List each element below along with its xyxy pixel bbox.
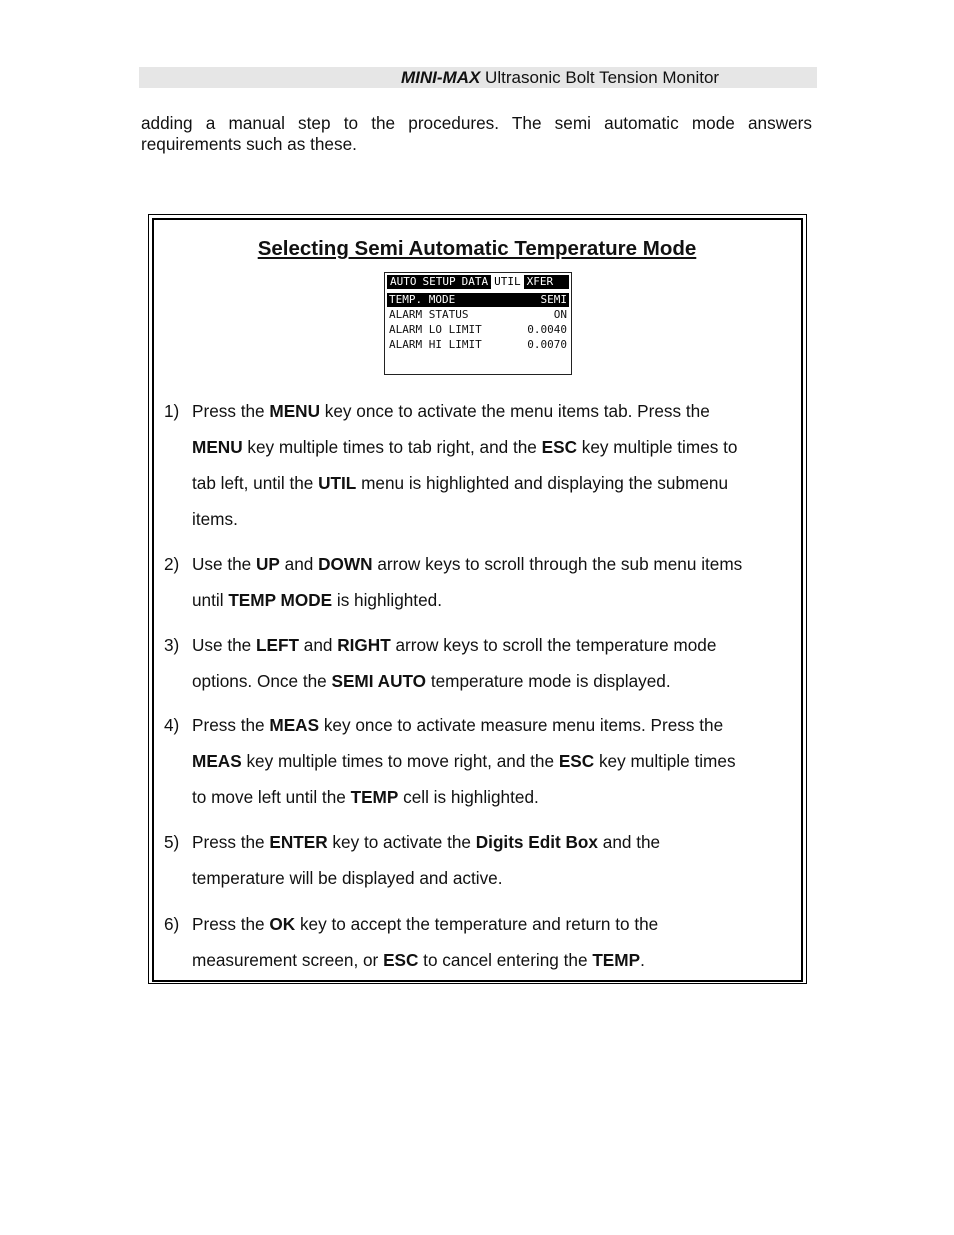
step-text <box>192 627 797 699</box>
step-text-segment: Press the <box>192 401 270 421</box>
step-text-segment: to cancel entering the <box>418 950 593 970</box>
step-line <box>192 393 797 429</box>
step-text-segment: menu is highlighted and displaying the submenu <box>356 473 729 493</box>
step-line <box>192 465 797 501</box>
lcd-tab-bar <box>387 275 569 289</box>
header-title: Ultrasonic Bolt Tension Monitor <box>480 68 720 87</box>
key-name: TEMP <box>350 787 399 807</box>
step-text-segment: . <box>640 950 645 970</box>
key-name: LEFT <box>256 635 299 655</box>
step-text-segment: temperature mode is displayed. <box>426 671 671 691</box>
lcd-tab-setup: SETUP <box>422 275 456 288</box>
key-name: MEAS <box>269 715 320 735</box>
key-name: OK <box>269 914 296 934</box>
step-text-segment: key multiple times to tab right, and the <box>242 437 542 457</box>
step-line <box>192 779 797 815</box>
lcd-row-alarm-status <box>387 308 569 322</box>
step-text-segment: to move left until the <box>192 787 351 807</box>
lcd-row-value: 0.0070 <box>527 338 567 351</box>
step-text-segment: Press the <box>192 715 270 735</box>
key-name: SEMI AUTO <box>331 671 427 691</box>
lcd-row-label: ALARM HI LIMIT <box>389 338 482 351</box>
lcd-row-alarm-lo-limit <box>387 323 569 337</box>
lcd-tab-auto: AUTO <box>390 275 417 288</box>
step-text <box>192 707 797 815</box>
step-line <box>192 582 797 618</box>
lcd-tab-util: UTIL <box>491 275 524 289</box>
key-name: MENU <box>269 401 320 421</box>
step-text <box>192 546 797 618</box>
key-name: Digits Edit Box <box>475 832 598 852</box>
lcd-row-value: ON <box>553 308 567 321</box>
lcd-screen-image <box>384 272 572 375</box>
step-line <box>192 743 797 779</box>
step-number: 5) <box>164 832 180 852</box>
key-name: ESC <box>383 950 419 970</box>
step-line <box>192 860 797 896</box>
step-text-segment: Use the <box>192 554 257 574</box>
step-line <box>192 429 797 465</box>
lcd-row-alarm-hi-limit <box>387 338 569 352</box>
step-text-segment: key to accept the temperature and return to the <box>295 914 659 934</box>
step-line <box>192 501 797 537</box>
key-name: ESC <box>558 751 595 771</box>
lcd-row-temp-mode <box>387 293 569 307</box>
step-text-segment: is highlighted. <box>332 590 442 610</box>
step-number: 1) <box>164 401 180 421</box>
step-number: 4) <box>164 715 180 735</box>
page-header <box>139 67 817 88</box>
step-line <box>192 942 797 978</box>
step-number: 3) <box>164 635 180 655</box>
step-text-segment: key once to activate measure menu items. Press the <box>319 715 724 735</box>
step-text-segment: until <box>192 590 229 610</box>
step-number: 2) <box>164 554 180 574</box>
key-name: MENU <box>192 437 243 457</box>
step-text-segment: arrow keys to scroll the temperature mode <box>390 635 717 655</box>
step-line <box>192 663 797 699</box>
lcd-row-value: 0.0040 <box>527 323 567 336</box>
step-text-segment: key multiple times to <box>576 437 738 457</box>
step-line <box>192 627 797 663</box>
step-text-segment: arrow keys to scroll through the sub menu items <box>372 554 743 574</box>
key-name: RIGHT <box>337 635 391 655</box>
header-brand: MINI-MAX <box>401 68 481 87</box>
step-text <box>192 906 797 978</box>
key-name: MEAS <box>192 751 242 771</box>
step-text-segment: and the <box>597 832 661 852</box>
lcd-tab-data: DATA <box>461 275 489 288</box>
step-text-segment: key to activate the <box>327 832 476 852</box>
step-line <box>192 546 797 582</box>
procedure-title: Selecting Semi Automatic Temperature Mode <box>257 237 697 260</box>
step-text-segment: items. <box>192 509 238 529</box>
step-text <box>192 393 797 537</box>
step-text-segment: and <box>298 635 338 655</box>
lcd-tab-xfer: XFER <box>526 275 554 288</box>
key-name: UP <box>256 554 280 574</box>
key-name: ESC <box>541 437 577 457</box>
step-text-segment: key once to activate the menu items tab. Press the <box>320 401 710 421</box>
step-text-segment: tab left, until the <box>192 473 319 493</box>
step-text-segment: Use the <box>192 635 257 655</box>
step-text-segment: temperature will be displayed and active. <box>192 868 503 888</box>
step-number: 6) <box>164 914 180 934</box>
header-text <box>401 67 719 88</box>
step-text-segment: cell is highlighted. <box>398 787 539 807</box>
step-text-segment: and <box>279 554 319 574</box>
key-name: UTIL <box>318 473 357 493</box>
lcd-row-value: SEMI <box>540 293 567 306</box>
step-line <box>192 824 797 860</box>
step-text-segment: Press the <box>192 832 270 852</box>
step-text-segment: options. Once the <box>192 671 332 691</box>
step-text-segment: Press the <box>192 914 270 934</box>
step-text-segment: key multiple times to move right, and the <box>241 751 559 771</box>
key-name: ENTER <box>269 832 328 852</box>
intro-paragraph: adding a manual step to the procedures. The semi automatic mode answers requirements such as these. <box>141 113 812 154</box>
key-name: DOWN <box>318 554 373 574</box>
step-text-segment: measurement screen, or <box>192 950 384 970</box>
key-name: TEMP MODE <box>228 590 333 610</box>
step-line <box>192 707 797 743</box>
step-text-segment: key multiple times <box>594 751 736 771</box>
lcd-row-label: ALARM LO LIMIT <box>389 323 482 336</box>
step-text <box>192 824 797 896</box>
step-line <box>192 906 797 942</box>
lcd-row-label: ALARM STATUS <box>389 308 469 321</box>
key-name: TEMP <box>592 950 641 970</box>
lcd-row-label: TEMP. MODE <box>389 293 456 306</box>
